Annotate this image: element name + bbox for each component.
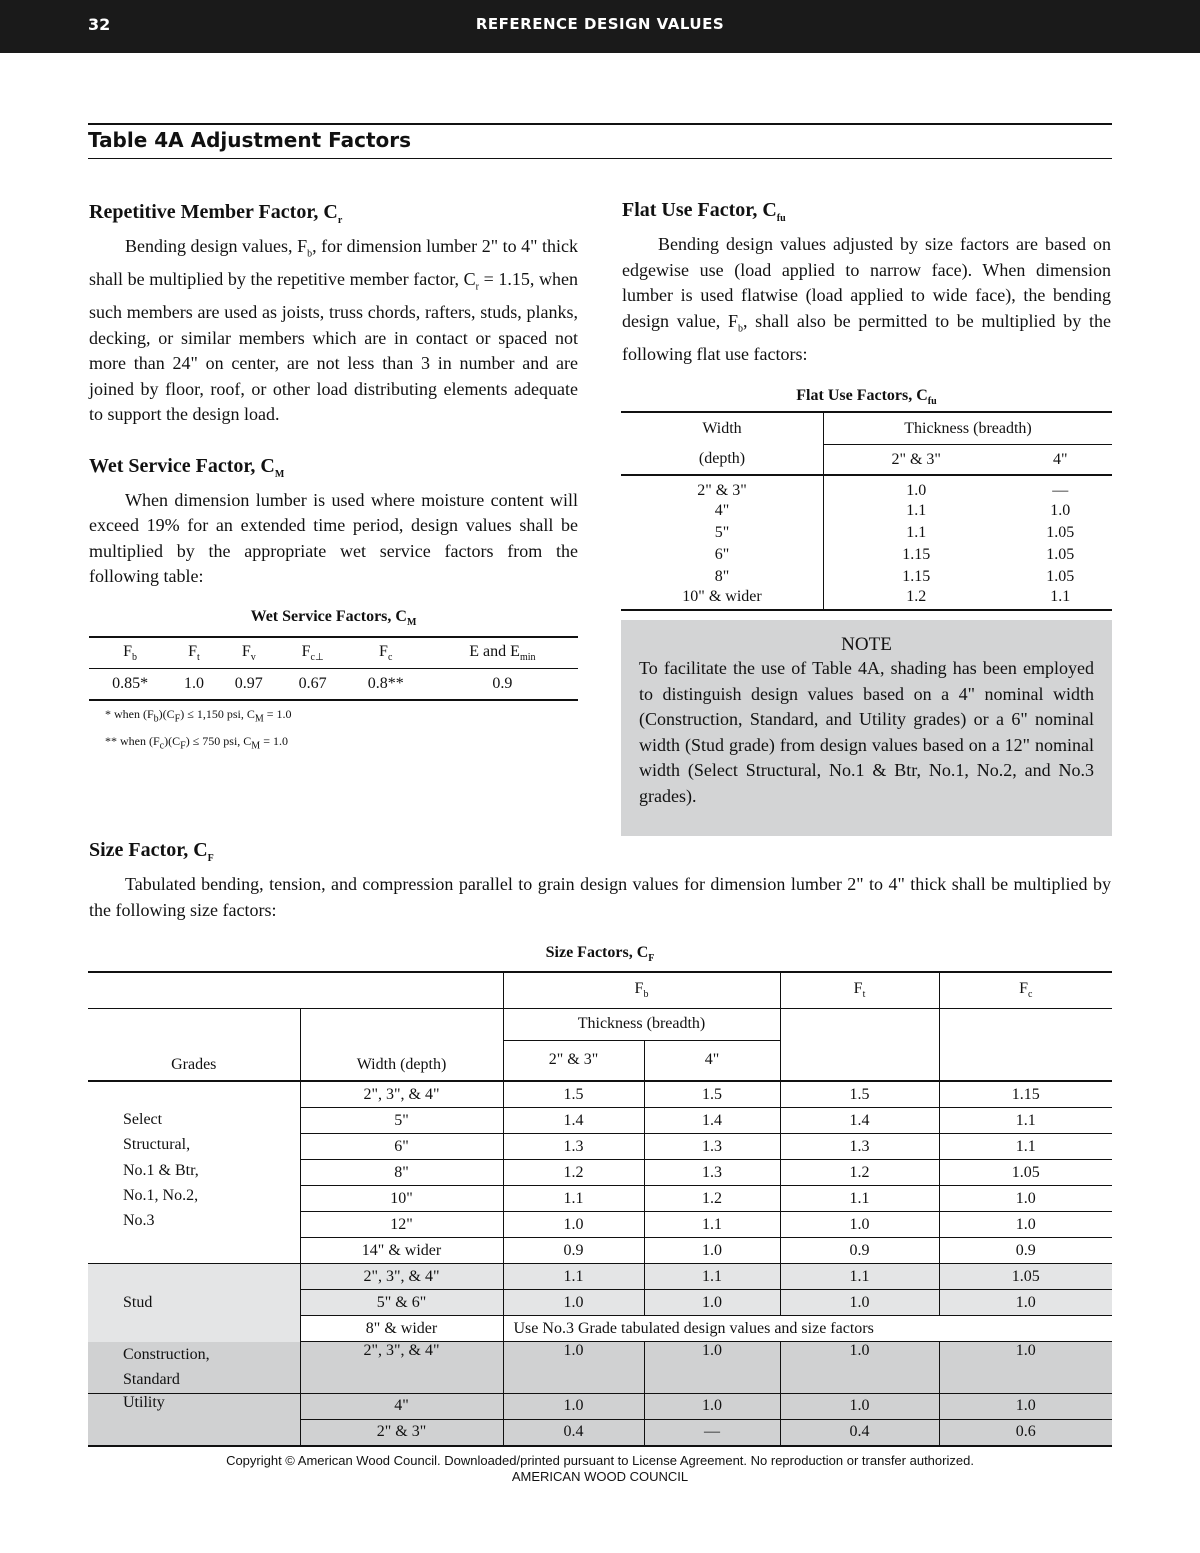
sf-value-cell: 1.1 [644,1264,780,1290]
sf-header-width: Width (depth) [300,1008,503,1081]
page-number: 32 [88,15,111,34]
sf-header-ft: $F_t$ [780,972,939,1008]
sf-value-cell: 0.9 [939,1238,1112,1264]
table-title: Table 4A Adjustment Factors [88,128,412,152]
sf-grade-line: Select [123,1111,163,1128]
fu-row [621,522,1112,544]
sf-width-cell: 6" [300,1134,503,1160]
sf-width-cell: 2", 3", & 4" [300,1342,503,1394]
fu-header-thickness: Thickness (breadth) [824,412,1113,444]
ws-header-fb: $F_b$ [123,642,138,663]
fu-body [621,475,1112,610]
copyright-text: Copyright © American Wood Council. Downloaded/printed pursuant to License Agreement. No reproduction or transfer authorized. [226,1453,974,1468]
footer [0,1453,1200,1485]
fu-value-cell: 1.1 [1050,588,1071,606]
sf-value-cell: 1.0 [503,1212,644,1238]
fu-value-cell: 1.0 [1050,502,1071,520]
sf-width-cell: 8" & wider [300,1316,503,1342]
sf-value-cell: 0.4 [780,1419,939,1446]
wet-service-paragraph: When dimension lumber is used where moisture content will exceed 19% for an extended time period, design values shall be multiplied by the appropriate wet service factors from the following table: [89,489,578,587]
ws-value: 0.67 [298,674,327,692]
size-factor-section [89,837,1111,923]
sf-width-cell: 2", 3", & 4" [300,1264,503,1290]
note-text: To facilitate the use of Table 4A, shading has been employed to distinguish design values based on a 4" nominal width (Construction, Standard, and Utility grades) or a 6" nominal width (Stud grade) from design values based on a 12" nominal width (Select Structural, No.1 & Btr, No.1, No.2, and No.3 grades). [639,658,1094,806]
wet-service-header-row [89,637,578,669]
sf-width-cell: 10" [300,1186,503,1212]
fu-value-cell: 1.1 [906,502,927,520]
sf-header-thickness: Thickness (breadth) [503,1008,780,1040]
sf-value-cell: 1.5 [780,1081,939,1108]
sf-stud-note: Use No.3 Grade tabulated design values and size factors [503,1316,1112,1342]
fu-header-c1: 2" & 3" [891,450,941,468]
sf-value-cell: 1.0 [644,1342,780,1394]
size-factor-paragraph: Tabulated bending, tension, and compression parallel to grain design values for dimension lumber 2" to 4" thick shall be multiplied by the following size factors: [89,874,1111,920]
sf-grade-stud: Stud [88,1264,300,1342]
sf-width-cell: 14" & wider [300,1238,503,1264]
sf-value-cell: 1.4 [780,1108,939,1134]
ws-value: 0.97 [234,674,263,692]
sf-value-cell: 0.9 [503,1238,644,1264]
ws-footnote-1: * when $(F_b)(C_F) \le 1,150$ psi, $C_M = 1.0$ [105,706,292,725]
fu-value-cell: 1.05 [1046,524,1075,542]
sf-grade-line: No.1, No.2, [123,1186,199,1204]
note-title: NOTE [841,634,892,655]
sf-header-blank-ft [780,1008,939,1081]
sf-width-cell: 12" [300,1212,503,1238]
sf-value-cell: 1.0 [939,1342,1112,1394]
fu-width-cell: 10" & wider [621,588,824,610]
ws-header-fcperp: $F_{c\perp}$ [301,642,324,663]
fu-header-c2: 4" [1052,450,1068,468]
sf-value-cell: 1.1 [939,1108,1112,1134]
sf-value-cell: 1.0 [939,1290,1112,1316]
ws-header-fv: $F_v$ [241,642,256,663]
fu-row [621,500,1112,522]
ws-header-fc: $F_c$ [379,642,393,663]
sf-value-cell: 1.2 [644,1186,780,1212]
sf-width-cell: 4" [300,1393,503,1419]
sf-value-cell: 1.05 [939,1264,1112,1290]
sf-value-cell: 1.3 [780,1134,939,1160]
sf-header-empty [88,972,503,1008]
ws-value: 0.8** [367,674,404,692]
sf-value-cell: 1.0 [503,1393,644,1419]
sf-header-fc: $F_c$ [939,972,1112,1008]
flat-use-caption: Flat Use Factors, $C_{fu}$ [796,387,937,408]
sf-value-cell: 1.0 [503,1342,644,1394]
fu-value-cell: 1.05 [1046,568,1075,586]
page-header-bar [0,0,1200,53]
sf-width-cell: 5" & 6" [300,1290,503,1316]
wet-service-table [89,636,578,701]
fu-width-cell: 5" [621,522,824,544]
sf-value-cell: 1.0 [780,1393,939,1419]
sf-row-stud [88,1264,1112,1290]
sf-grade-utility: Utility [88,1393,300,1446]
sf-row-utility [88,1393,1112,1419]
sf-value-cell: 1.5 [503,1081,644,1108]
fu-row [621,566,1112,588]
fu-value-cell: 1.2 [906,588,927,606]
sf-value-cell: 1.0 [780,1212,939,1238]
sf-grade-construction [88,1342,300,1394]
flat-use-heading: Flat Use Factor, $C_{fu}$ [622,199,786,224]
fu-width-cell: 6" [621,544,824,566]
ws-value: 1.0 [183,674,204,692]
sf-value-cell: 1.0 [503,1290,644,1316]
sf-value-cell: 1.05 [939,1160,1112,1186]
fu-header-row-2 [621,444,1112,475]
sf-grade-select [88,1081,300,1264]
sf-value-cell: 1.1 [503,1186,644,1212]
ws-value: 0.85* [112,674,149,692]
fu-value-cell: 1.15 [902,568,931,586]
sf-value-cell: 1.3 [644,1160,780,1186]
title-rule-top [88,123,1112,125]
sf-header-row-1 [88,972,1112,1008]
size-factor-table [88,971,1112,1447]
sf-header-row-2 [88,1008,1112,1040]
wet-service-heading: Wet Service Factor, $C_M$ [89,454,285,480]
sf-header-c1: 2" & 3" [503,1040,644,1081]
sf-value-cell: 1.4 [644,1108,780,1134]
sf-row-select [88,1081,1112,1108]
repetitive-paragraph: Bending design values, $F_b$, for dimension lumber 2" to 4" thick shall be multiplied by the repetitive member factor, $C_r = 1.15$, when such members are used as joists, truss chords, rafters, studs, planks, decking, or similar members which are in contact or spaced not more than 24" on center, are not less than 3 in number and are joined by floor, roof, or other load distributing elements adequate to support the design load. [89,236,579,425]
sf-value-cell: 1.4 [503,1108,644,1134]
ws-footnote-2: ** when $(F_c)(C_F) \le 750$ psi, $C_M = 1.0$ [105,734,288,752]
sf-grade-line: Construction, [123,1345,210,1363]
sf-header-c2: 4" [644,1040,780,1081]
left-column [89,199,578,758]
fu-value-cell: — [1052,482,1069,500]
sf-value-cell: 1.5 [644,1081,780,1108]
sf-value-cell: 1.1 [939,1134,1112,1160]
sf-value-cell: 1.0 [780,1342,939,1394]
repetitive-heading: Repetitive Member Factor, $C_r$ [89,201,343,226]
sf-row-construction [88,1342,1112,1394]
fu-width-cell: 2" & 3" [621,475,824,500]
wet-service-value-row [89,668,578,700]
running-head: REFERENCE DESIGN VALUES [475,15,725,33]
sf-header-fb: $F_b$ [503,972,780,1008]
sf-grade-line: No.1 & Btr, [123,1161,199,1179]
sf-header-blank-fc [939,1008,1112,1081]
flat-use-table [621,411,1112,611]
ws-header-e: E and $E_{min}$ [469,642,536,663]
right-column [622,197,1111,611]
sf-value-cell: 1.0 [939,1186,1112,1212]
sf-value-cell: 1.3 [644,1134,780,1160]
sf-value-cell: — [644,1419,780,1446]
sf-value-cell: 1.1 [780,1264,939,1290]
sf-value-cell: 1.3 [503,1134,644,1160]
sf-grade-line: Standard [123,1371,180,1388]
fu-value-cell: 1.15 [902,546,931,564]
fu-header-row-1 [621,412,1112,444]
sf-value-cell: 1.0 [939,1212,1112,1238]
fu-header-depth: (depth) [621,444,824,475]
footer-org: AMERICAN WOOD COUNCIL [511,1469,689,1484]
sf-value-cell: 1.15 [939,1081,1112,1108]
sf-value-cell: 1.2 [780,1160,939,1186]
sf-value-cell: 1.1 [503,1264,644,1290]
fu-width-cell: 4" [621,500,824,522]
size-factor-caption: Size Factors, $C_F$ [545,944,655,965]
fu-row [621,475,1112,500]
sf-value-cell: 0.4 [503,1419,644,1446]
sf-body [88,1081,1112,1446]
sf-grade-line: No.3 [123,1212,155,1230]
sf-value-cell: 0.9 [780,1238,939,1264]
sf-width-cell: 2", 3", & 4" [300,1081,503,1108]
sf-grade-line: Structural, [123,1136,191,1154]
fu-row [621,544,1112,566]
sf-value-cell: 1.0 [780,1290,939,1316]
fu-value-cell: 1.1 [906,524,927,542]
sf-value-cell: 1.0 [644,1238,780,1264]
wet-service-caption: Wet Service Factors, $C_M$ [250,607,417,628]
sf-value-cell: 1.1 [780,1186,939,1212]
size-factor-heading: Size Factor, $C_F$ [89,839,214,864]
flat-use-paragraph: Bending design values adjusted by size factors are based on edgewise use (load applied to narrow face). When dimension lumber is used flatwise (load applied to wide face), the bending design value, $F_b$, shall also be permitted to be multiplied by the following flat use factors: [622,234,1111,364]
sf-width-cell: 2" & 3" [300,1419,503,1446]
sf-value-cell: 1.0 [644,1393,780,1419]
sf-width-cell: 5" [300,1108,503,1134]
sf-width-cell: 8" [300,1160,503,1186]
sf-value-cell: 1.2 [503,1160,644,1186]
sf-header-grades: Grades [171,1056,217,1073]
note-box [621,620,1112,836]
fu-width-cell: 8" [621,566,824,588]
sf-value-cell: 1.0 [939,1393,1112,1419]
sf-value-cell: 1.1 [644,1212,780,1238]
sf-value-cell: 1.0 [644,1290,780,1316]
ws-value: 0.9 [492,674,513,692]
sf-value-cell: 0.6 [939,1419,1112,1446]
ws-header-ft: $F_t$ [188,642,200,663]
title-rule-bottom [88,158,1112,159]
fu-value-cell: 1.05 [1046,546,1075,564]
fu-header-width: Width [621,412,824,444]
fu-row [621,588,1112,610]
fu-value-cell: 1.0 [906,482,927,500]
